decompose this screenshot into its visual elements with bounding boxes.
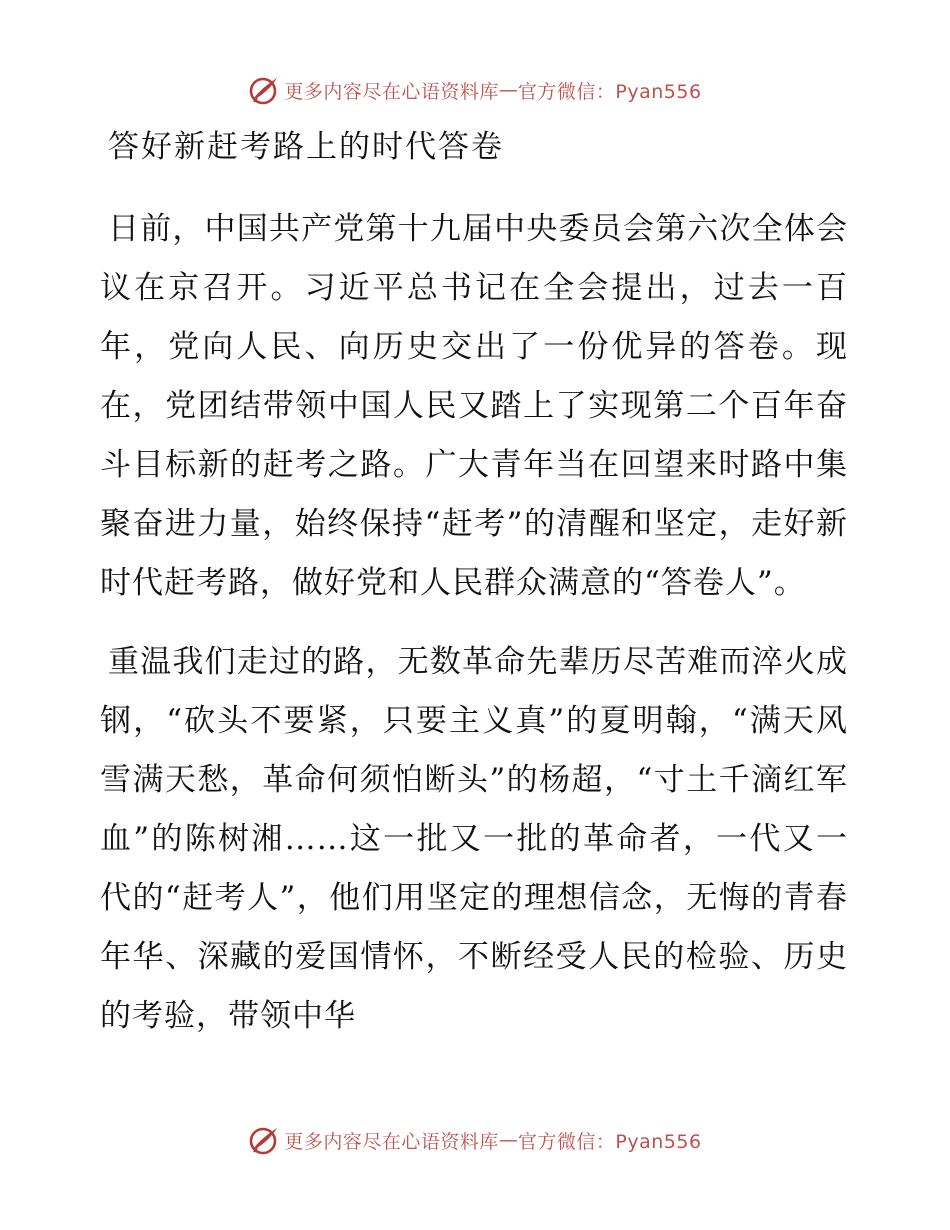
banner-contact-text: 官方微信：Pyan556 xyxy=(517,1130,702,1153)
red-quill-circle-logo-icon xyxy=(248,74,280,106)
header-banner xyxy=(0,68,950,112)
banner-contact-text: 官方微信：Pyan556 xyxy=(517,80,702,103)
banner-separator: — xyxy=(498,1129,518,1151)
document-body xyxy=(100,122,848,1046)
banner-separator: — xyxy=(498,79,518,101)
banner-promo-text: 更多内容尽在心语资料库 xyxy=(284,1130,499,1153)
document-title: 答好新赶考路上的时代答卷 xyxy=(108,129,504,165)
footer-banner xyxy=(0,1118,950,1162)
banner-promo-text: 更多内容尽在心语资料库 xyxy=(284,80,499,103)
paragraph-2: 重温我们走过的路，无数革命先辈历尽苦难而淬火成钢，“砍头不要紧，只要主义真”的夏明翰，“满天风雪满天愁，革命何须怕断头”的杨超，“寸土千滴红军血”的陈树湘……这一批又一批的革命者，一代又一代的“赶考人”，他们用坚定的理想信念，无悔的青春年华、深藏的爱国情怀，不断经受人民的检验、历史的考验，带领中华 xyxy=(100,644,848,1034)
red-quill-circle-logo-icon xyxy=(248,1124,280,1156)
paragraph-1: 日前，中国共产党第十九届中央委员会第六次全体会议在京召开。习近平总书记在全会提出，过去一百年，党向人民、向历史交出了一份优异的答卷。现在，党团结带领中国人民又踏上了实现第二个百年奋斗目标新的赶考之路。广大青年当在回望来时路中集聚奋进力量，始终保持“赶考”的清醒和坚定，走好新时代赶考路，做好党和人民群众满意的“答卷人”。 xyxy=(100,211,848,601)
